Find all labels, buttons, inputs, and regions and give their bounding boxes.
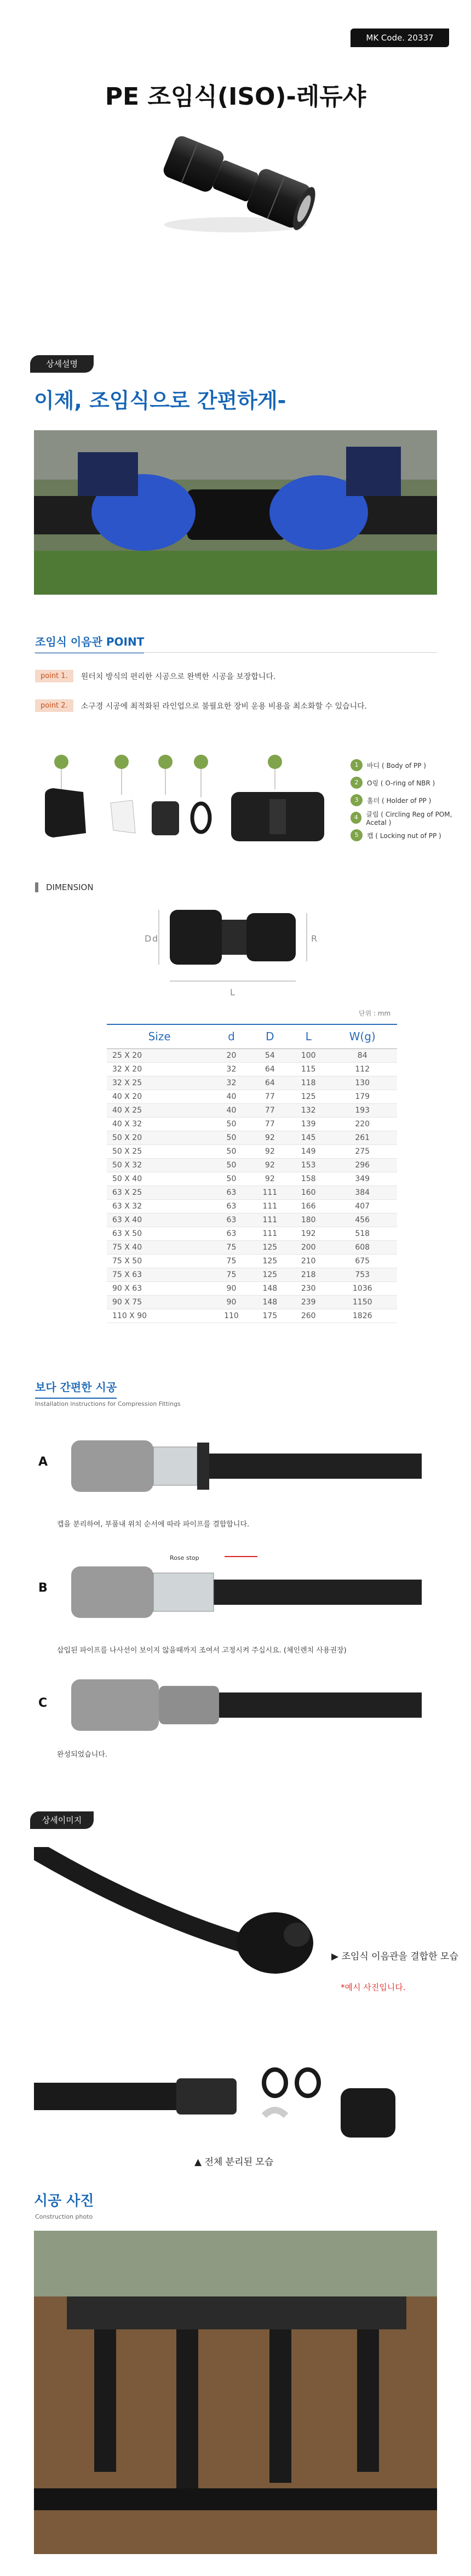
table-cell: 32 [212,1076,250,1090]
hands-install-photo [34,430,437,595]
detail-headline: 이제, 조임식으로 간편하게- [34,389,286,413]
table-cell: 158 [289,1172,328,1186]
table-cell: 110 [212,1309,250,1323]
dimension-label-D: D [145,933,152,944]
construction-photo [34,2231,437,2554]
table-cell: 75 X 63 [107,1268,212,1281]
legend-number: 5 [351,829,363,841]
step-c-letter: C [38,1696,48,1710]
table-cell: 149 [289,1144,328,1158]
table-row [107,1254,397,1268]
table-cell: 118 [289,1076,328,1090]
table-cell: 90 X 63 [107,1281,212,1295]
table-cell: 112 [328,1062,397,1076]
table-cell: 92 [251,1158,289,1172]
table-cell: 63 [212,1199,250,1213]
legend-text: 캡 ( Locking nut of PP ) [367,831,441,840]
table-cell: 50 [212,1131,250,1144]
legend-text: 바디 ( Body of PP ) [367,761,426,770]
table-cell: 148 [251,1281,289,1295]
table-row [107,1103,397,1117]
table-cell: 166 [289,1199,328,1213]
table-cell: 132 [289,1103,328,1117]
step-b-text: 삽입된 파이프를 나사선이 보이지 않을때까지 조여서 고정시켜 주십시요. (체인렌치 사용권장) [57,1646,347,1655]
table-cell: 77 [251,1117,289,1131]
table-cell: 50 [212,1158,250,1172]
col-D: D [251,1024,289,1048]
table-cell: 261 [328,1131,397,1144]
table-cell: 63 [212,1213,250,1227]
table-cell: 115 [289,1062,328,1076]
hero-product-image [148,115,323,247]
table-row [107,1268,397,1281]
table-row [107,1131,397,1144]
table-row [107,1295,397,1309]
table-cell: 92 [251,1172,289,1186]
step-a-letter: A [38,1455,48,1469]
install-step-a-image [60,1425,422,1507]
table-cell: 160 [289,1186,328,1199]
table-cell: 64 [251,1076,289,1090]
table-cell: 40 X 25 [107,1103,212,1117]
table-cell: 200 [289,1240,328,1254]
unit-label: 단위 : mm [359,1010,391,1017]
table-cell: 64 [251,1062,289,1076]
step-b-letter: B [38,1581,48,1595]
table-cell: 75 [212,1268,250,1281]
assembled-fitting-image [34,1847,341,1984]
point-heading: 조임식 이음관 POINT [35,633,144,653]
table-cell: 90 X 75 [107,1295,212,1309]
table-row [107,1309,397,1323]
table-cell: 111 [251,1213,289,1227]
disassembled-fitting-image [34,2050,437,2143]
table-cell: 1036 [328,1281,397,1295]
detail-tag: 상세설명 [30,355,94,373]
legend-number: 3 [351,794,363,806]
example-photo-note: *예시 사진입니다. [341,1982,406,1992]
step-a-text: 캡을 분리하여, 부품내 위치 순서에 따라 파이프를 결합합니다. [57,1520,250,1529]
table-cell: 1150 [328,1295,397,1309]
table-cell: 239 [289,1295,328,1309]
table-cell: 40 [212,1090,250,1103]
table-cell: 92 [251,1131,289,1144]
table-row [107,1076,397,1090]
table-row [107,1199,397,1213]
install-subheading: Installation instructions for Compression Fittings [35,1400,181,1407]
table-cell: 63 X 25 [107,1186,212,1199]
table-cell: 145 [289,1131,328,1144]
dimension-label-d: d [152,933,158,944]
col-L: L [289,1024,328,1048]
table-cell: 40 [212,1103,250,1117]
table-cell: 260 [289,1309,328,1323]
table-row [107,1090,397,1103]
dimension-table [107,1024,397,1323]
table-cell: 179 [328,1090,397,1103]
step-c-text: 완성되었습니다. [57,1751,108,1759]
table-cell: 50 [212,1172,250,1186]
table-cell: 50 X 20 [107,1131,212,1144]
table-cell: 100 [289,1048,328,1062]
assembled-caption: ▶ 조임식 이음관을 결합한 모습 [331,1951,458,1962]
table-row [107,1281,397,1295]
table-row [107,1117,397,1131]
table-cell: 230 [289,1281,328,1295]
table-row [107,1048,397,1062]
disassembled-caption: ▲ 전체 분리된 모습 [194,2157,274,2168]
table-cell: 180 [289,1213,328,1227]
table-cell: 456 [328,1213,397,1227]
table-cell: 153 [289,1158,328,1172]
col-size: Size [107,1024,212,1048]
table-cell: 54 [251,1048,289,1062]
table-cell: 20 [212,1048,250,1062]
table-cell: 518 [328,1227,397,1240]
table-cell: 608 [328,1240,397,1254]
dimension-diagram [137,899,334,1003]
dimension-label-R: R [311,933,318,944]
col-d: d [212,1024,250,1048]
table-cell: 130 [328,1076,397,1090]
table-cell: 40 X 32 [107,1117,212,1131]
table-cell: 407 [328,1199,397,1213]
table-cell: 63 [212,1186,250,1199]
table-cell: 125 [251,1240,289,1254]
table-row [107,1144,397,1158]
parts-exploded-diagram [34,751,352,855]
table-cell: 90 [212,1281,250,1295]
table-cell: 125 [289,1090,328,1103]
table-cell: 92 [251,1144,289,1158]
table-cell: 139 [289,1117,328,1131]
table-cell: 111 [251,1199,289,1213]
table-cell: 675 [328,1254,397,1268]
table-cell: 63 [212,1227,250,1240]
table-cell: 175 [251,1309,289,1323]
table-cell: 148 [251,1295,289,1309]
point-label: point 1. [35,670,73,682]
install-step-b-image [60,1551,422,1633]
table-row [107,1158,397,1172]
table-cell: 275 [328,1144,397,1158]
construction-heading: 시공 사진 [34,2193,94,2209]
rose-stop-note: Rose stop [170,1554,199,1561]
table-cell: 63 X 50 [107,1227,212,1240]
table-cell: 384 [328,1186,397,1199]
point-text: 소구경 시공에 최적화된 라인업으로 불필요한 장비 운용 비용을 최소화할 수 있습니다. [81,702,367,711]
table-cell: 50 [212,1117,250,1131]
table-cell: 63 X 40 [107,1213,212,1227]
table-cell: 50 X 25 [107,1144,212,1158]
legend-number: 4 [351,812,361,824]
table-cell: 50 X 32 [107,1158,212,1172]
table-cell: 192 [289,1227,328,1240]
table-cell: 84 [328,1048,397,1062]
table-cell: 77 [251,1090,289,1103]
dimension-label-L: L [230,987,235,998]
legend-text: 클립 ( Circling Reg of POM, Acetal ) [366,810,452,827]
table-cell: 90 [212,1295,250,1309]
table-cell: 296 [328,1158,397,1172]
table-cell: 40 X 20 [107,1090,212,1103]
table-row [107,1062,397,1076]
table-cell: 125 [251,1268,289,1281]
legend-number: 1 [351,759,363,771]
dimension-title: DIMENSION [35,882,94,892]
legend-number: 2 [351,777,363,789]
table-row [107,1213,397,1227]
table-cell: 50 X 40 [107,1172,212,1186]
table-cell: 110 X 90 [107,1309,212,1323]
table-cell: 25 X 20 [107,1048,212,1062]
construction-subheading: Construction photo [35,2213,93,2220]
point-row-2 [35,699,367,712]
legend-text: 홀더 ( Holder of PP ) [367,796,432,805]
table-cell: 75 X 50 [107,1254,212,1268]
table-cell: 125 [251,1254,289,1268]
table-cell: 50 [212,1144,250,1158]
table-cell: 77 [251,1103,289,1117]
table-cell: 218 [289,1268,328,1281]
parts-legend [351,756,471,844]
table-cell: 63 X 32 [107,1199,212,1213]
table-cell: 75 [212,1254,250,1268]
point-label: point 2. [35,699,73,712]
table-row [107,1186,397,1199]
table-cell: 32 X 25 [107,1076,212,1090]
table-cell: 1826 [328,1309,397,1323]
table-row [107,1227,397,1240]
table-cell: 210 [289,1254,328,1268]
table-cell: 32 [212,1062,250,1076]
detail-images-tag: 상세이미지 [30,1811,94,1829]
col-w: W(g) [328,1024,397,1048]
point-row-1 [35,670,275,682]
page-title: PE 조임식(ISO)-레듀샤 [105,83,366,111]
install-step-c-image [60,1666,422,1743]
mk-code-badge: MK Code. 20337 [351,29,449,47]
table-cell: 75 X 40 [107,1240,212,1254]
table-cell: 75 [212,1240,250,1254]
table-cell: 220 [328,1117,397,1131]
table-cell: 193 [328,1103,397,1117]
table-row [107,1172,397,1186]
table-cell: 753 [328,1268,397,1281]
point-text: 원터치 방식의 편리한 시공으로 완벽한 시공을 보장합니다. [81,672,276,681]
table-cell: 32 X 20 [107,1062,212,1076]
table-row [107,1240,397,1254]
install-heading: 보다 간편한 시공 [35,1378,117,1399]
table-cell: 111 [251,1227,289,1240]
table-cell: 349 [328,1172,397,1186]
legend-text: O링 ( O-ring of NBR ) [367,779,435,787]
table-cell: 111 [251,1186,289,1199]
